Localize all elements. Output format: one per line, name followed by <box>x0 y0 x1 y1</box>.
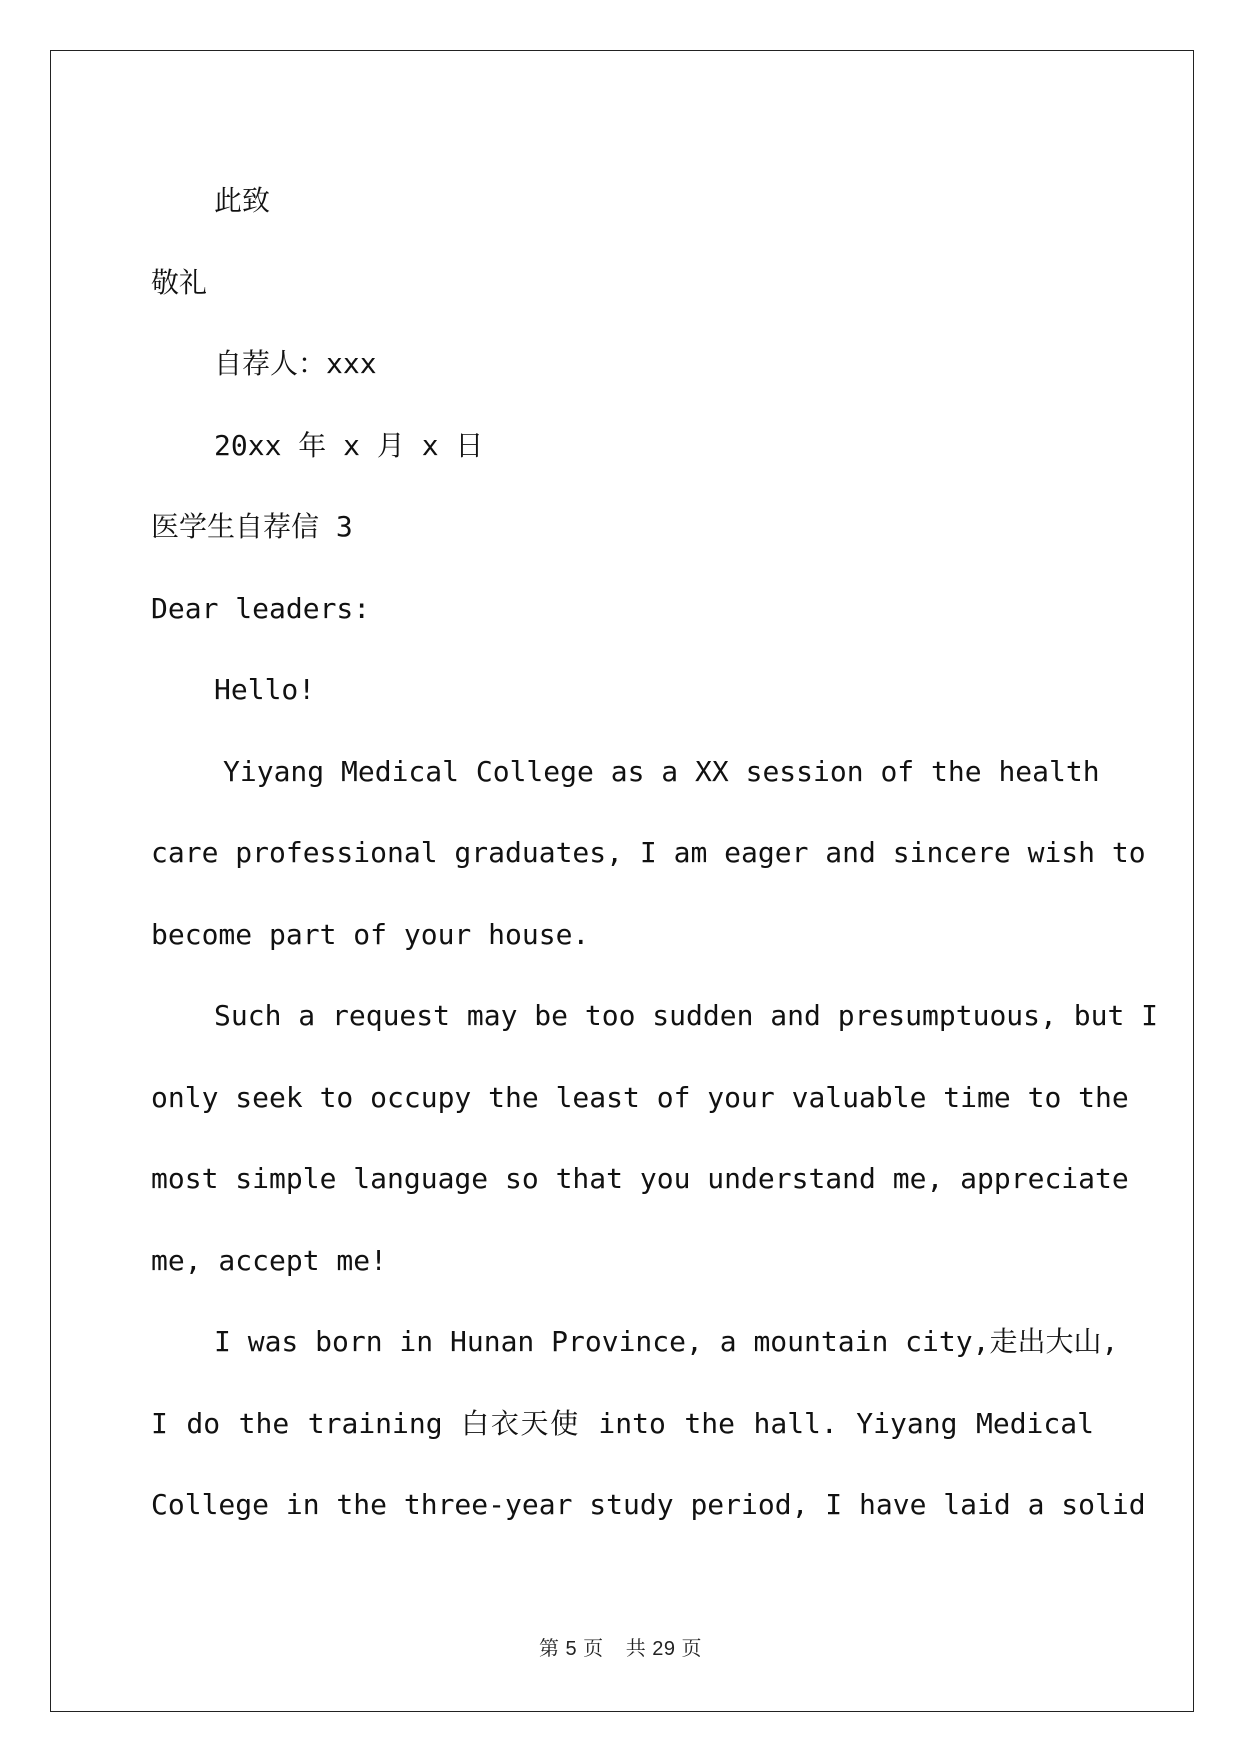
document-body <box>151 160 1159 1546</box>
paragraph-1 <box>151 731 1146 976</box>
paragraph-line: care professional graduates, I am eager and sincere wish to <box>151 836 1146 869</box>
paragraph-line: Yiyang Medical College as a XX session of the health <box>223 754 1100 788</box>
paragraph-line: I was born in Hunan Province, a mountain city,走出大山, <box>214 1325 1119 1358</box>
letter-date: 20xx 年 x 月 x 日 <box>214 428 484 462</box>
section-title: 医学生自荐信 3 <box>151 510 353 543</box>
greeting: Dear leaders: <box>151 591 371 625</box>
salutation-close: 此致 <box>214 184 271 217</box>
paragraph-line: College in the three-year study period, I have laid a solid <box>151 1488 1146 1521</box>
paragraph-line: me, accept me! <box>151 1243 388 1277</box>
paragraph-3 <box>151 1301 1146 1546</box>
paragraph-2 <box>151 975 1159 1301</box>
signer: 自荐人：xxx <box>214 347 377 380</box>
paragraph-line: most simple language so that you understand me, appreciate <box>151 1162 1129 1195</box>
regards: 敬礼 <box>151 265 208 299</box>
page-number-total: 共 29 页 <box>625 1638 703 1660</box>
paragraph-line: Such a request may be too sudden and presumptuous, but I <box>214 999 1159 1032</box>
page-number-current: 第 5 页 <box>538 1638 604 1660</box>
page-footer <box>0 1632 1241 1661</box>
hello: Hello! <box>214 673 316 706</box>
paragraph-line: become part of your house. <box>151 917 590 951</box>
paragraph-line: I do the training 白衣天使 into the hall. Yiyang Medical <box>151 1406 1094 1440</box>
paragraph-line: only seek to occupy the least of your valuable time to the <box>151 1080 1129 1114</box>
